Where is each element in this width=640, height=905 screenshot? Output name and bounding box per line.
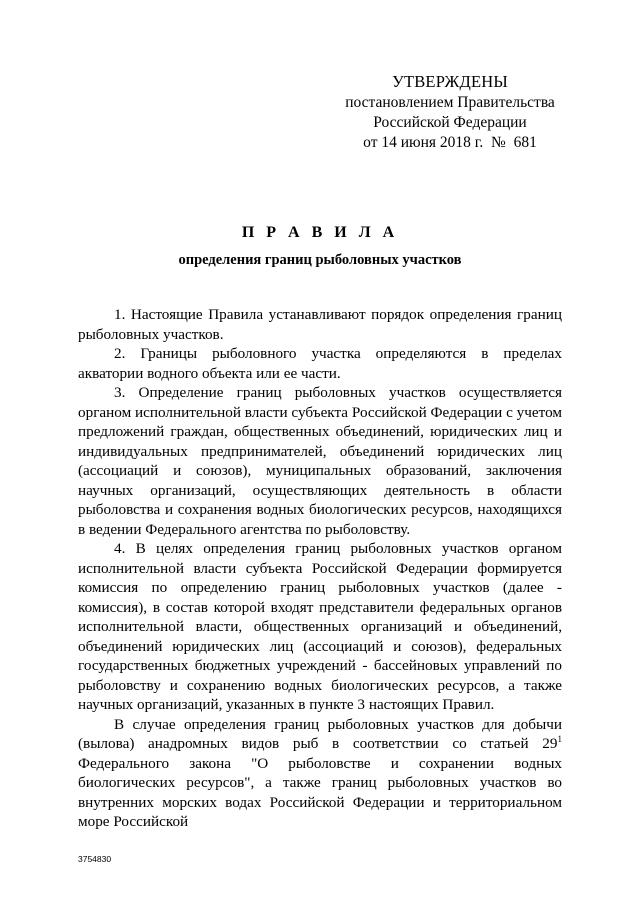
approval-stamp <box>330 72 570 153</box>
approval-line-3: от 14 июня 2018 г. № 681 <box>363 134 537 151</box>
approval-heading: УТВЕРЖДЕНЫ <box>392 72 508 91</box>
approval-line-2: Российской Федерации <box>373 114 527 131</box>
article-superscript: 1 <box>557 733 562 744</box>
approval-line-1: постановлением Правительства <box>345 94 555 111</box>
paragraph-3: 3. Определение границ рыболовных участков осуществляется органом исполнительной власти субъекта Российской Федерации с учетом предложений граждан, общественных объединений, юридических лиц и индивидуальных предпринимателей, объединений юридических лиц (ассоциаций и союзов), муниципальных образований, заключения научных организаций, осуществляющих деятельность в области рыболовства и сохранения водных биологических ресурсов, находящихся в ведении Федерального агентства по рыболовству. <box>78 384 562 538</box>
document-subtitle: определения границ рыболовных участков <box>178 252 462 268</box>
paragraph-2: 2. Границы рыболовного участка определяются в пределах акватории водного объекта или ее части. <box>78 345 562 382</box>
paragraph-5 <box>78 715 562 832</box>
paragraph-4: 4. В целях определения границ рыболовных участков органом исполнительной власти субъекта Российской Федерации формируется комиссия по определению границ рыболовных участков (далее - комиссия), в состав которой входят представители федеральных органов исполнительной власти, общественных организаций и объединений, объединений юридических лиц (ассоциаций и союзов), федеральных государственных бюджетных учреждений - бассейновых управлений по рыболовству и сохранению водных биологических ресурсов, а также научных организаций, указанных в пункте 3 настоящих Правил. <box>78 540 562 713</box>
document-code: 3754830 <box>78 854 112 864</box>
paragraph-1: 1. Настоящие Правила устанавливают порядок определения границ рыболовных участков. <box>78 306 562 343</box>
document-body <box>78 305 562 832</box>
paragraph-5-start: В случае определения границ рыболовных участков для добычи (вылова) анадромных видов рыб в соответствии со статьей 29 <box>78 715 562 752</box>
document-title: П Р А В И Л А <box>241 224 399 241</box>
paragraph-5-end: Федерального закона "О рыболовстве и сохранении водных биологических ресурсов", а также границ рыболовных участков во внутренних морских водах Российской Федерации и территориальном море Российской <box>78 754 562 830</box>
